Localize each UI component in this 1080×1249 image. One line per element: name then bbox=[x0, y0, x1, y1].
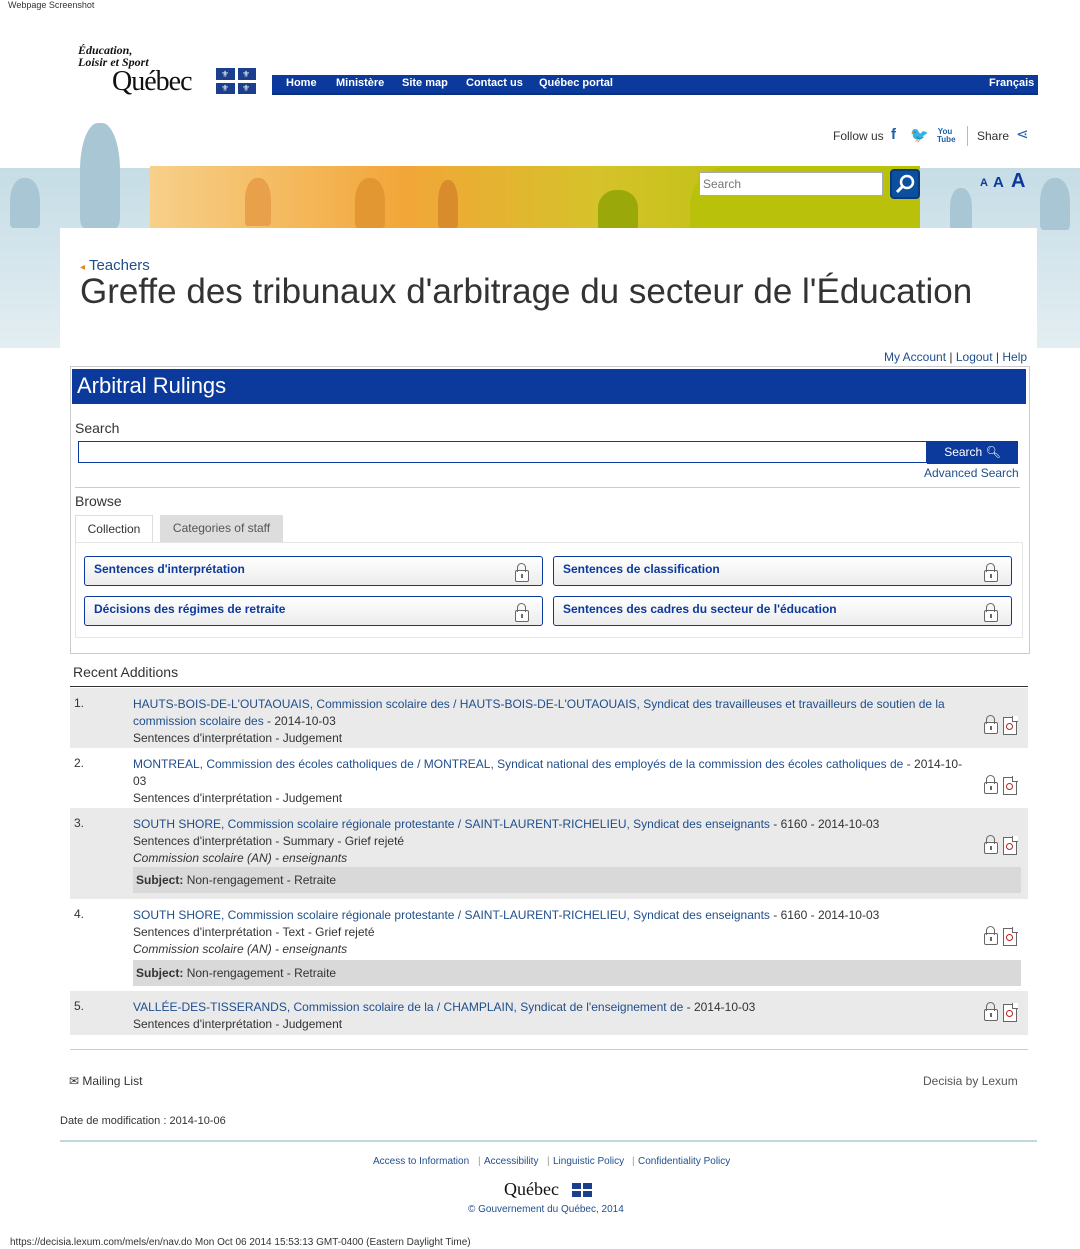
footer-access-info[interactable]: Access to Information bbox=[373, 1156, 470, 1167]
rulings-search-input[interactable] bbox=[78, 441, 927, 463]
collection-label: Décisions des régimes de retraite bbox=[94, 602, 286, 616]
pdf-icon[interactable] bbox=[1003, 837, 1017, 855]
person-silhouette-icon bbox=[10, 178, 40, 228]
lock-icon bbox=[515, 610, 529, 622]
table-row bbox=[70, 748, 1028, 808]
share-label[interactable]: Share bbox=[977, 129, 1010, 143]
decision-link[interactable]: HAUTS-BOIS-DE-L'OUTAOUAIS, Commission scolaire des / HAUTS-BOIS-DE-L'OUTAOUAIS, Syndicat des travailleuses et travailleurs de soutien de la commission scolaire des bbox=[133, 697, 945, 728]
collection-label: Sentences de classification bbox=[563, 562, 720, 576]
row-number: 5. bbox=[74, 999, 85, 1013]
ministry-logo-text[interactable] bbox=[78, 44, 149, 68]
subject-label: Subject: bbox=[136, 966, 184, 980]
text-size-medium[interactable]: A bbox=[993, 174, 1004, 191]
rulings-search-button[interactable] bbox=[927, 441, 1018, 464]
person-silhouette-icon-3 bbox=[1040, 178, 1070, 230]
pdf-icon[interactable] bbox=[1003, 777, 1017, 795]
decision-type: Sentences d'interprétation - Summary - Grief rejeté bbox=[133, 834, 405, 848]
lock-icon[interactable] bbox=[984, 933, 998, 945]
collection-label: Sentences des cadres du secteur de l'éducation bbox=[563, 602, 837, 616]
nav-quebec-portal[interactable]: Québec portal bbox=[539, 77, 613, 89]
footer-pipe: | bbox=[478, 1156, 481, 1167]
site-search-button[interactable] bbox=[890, 169, 920, 199]
footer-confidentiality[interactable]: Confidentiality Policy bbox=[638, 1156, 731, 1167]
page-title: Greffe des tribunaux d'arbitrage du secteur de l'Éducation bbox=[80, 272, 973, 311]
decision-date: - 2014-10-03 bbox=[263, 714, 336, 728]
text-size-large[interactable]: A bbox=[1011, 170, 1026, 192]
decision-date: - 6160 - 2014-10-03 bbox=[769, 908, 880, 922]
decision-link[interactable]: MONTREAL, Commission des écoles catholiques de / MONTREAL, Syndicat national des employés de la commission des écoles catholiques de bbox=[133, 757, 904, 771]
nav-ministere[interactable]: Ministère bbox=[336, 77, 385, 89]
decisia-by-lexum[interactable]: Decisia by Lexum bbox=[923, 1074, 1018, 1088]
link-separator-2: | bbox=[995, 350, 1000, 364]
mailing-list-link[interactable] bbox=[69, 1074, 142, 1088]
footer-linguistic-policy[interactable]: Linguistic Policy bbox=[553, 1156, 625, 1167]
collection-regimes-retraite[interactable] bbox=[84, 596, 543, 626]
staff-category: Commission scolaire (AN) - enseignants bbox=[133, 942, 348, 956]
collection-label: Sentences d'interprétation bbox=[94, 562, 245, 576]
lock-icon[interactable] bbox=[984, 1009, 998, 1021]
account-links bbox=[884, 350, 1027, 364]
decision-type: Sentences d'interprétation - Text - Grief rejeté bbox=[133, 925, 375, 939]
decision-type: Sentences d'interprétation - Judgement bbox=[133, 731, 343, 745]
text-size-small[interactable]: A bbox=[980, 177, 988, 189]
teacher-silhouette-icon bbox=[80, 123, 120, 228]
back-arrow-icon: ◂ bbox=[80, 262, 86, 273]
my-account-link[interactable]: My Account bbox=[884, 350, 947, 364]
nav-home[interactable]: Home bbox=[286, 77, 317, 89]
envelope-icon: ✉ bbox=[69, 1074, 80, 1088]
subject-label: Subject: bbox=[136, 873, 184, 887]
decision-type: Sentences d'interprétation - Judgement bbox=[133, 791, 343, 805]
status-bar-url: https://decisia.lexum.com/mels/en/nav.do Mon Oct 06 2014 15:53:13 GMT-0400 (Eastern Daylight Time) bbox=[10, 1237, 471, 1248]
arbitral-rulings-title: Arbitral Rulings bbox=[77, 373, 227, 398]
decision-link[interactable]: SOUTH SHORE, Commission scolaire régionale protestante / SAINT-LAURENT-RICHELIEU, Syndicat des enseignants bbox=[133, 908, 770, 922]
decision-type: Sentences d'interprétation - Judgement bbox=[133, 1017, 343, 1031]
follow-us-label: Follow us bbox=[833, 129, 884, 143]
decision-date: - 2014-10-03 bbox=[133, 757, 963, 788]
footer-divider bbox=[60, 1140, 1037, 1142]
nav-site-map[interactable]: Site map bbox=[402, 77, 448, 89]
help-link[interactable]: Help bbox=[1002, 350, 1028, 364]
nav-contact-us[interactable]: Contact us bbox=[466, 77, 523, 89]
language-toggle[interactable]: Français bbox=[989, 77, 1035, 89]
divider bbox=[75, 487, 1020, 488]
copyright[interactable]: © Gouvernement du Québec, 2014 bbox=[468, 1204, 624, 1215]
logo-line-2: Loisir et Sport bbox=[78, 55, 149, 69]
graduate-silhouette-icon bbox=[355, 178, 385, 228]
table-row bbox=[70, 991, 1028, 1035]
footer-flag-icon bbox=[572, 1183, 592, 1197]
footer-accessibility[interactable]: Accessibility bbox=[484, 1156, 539, 1167]
lock-icon[interactable] bbox=[984, 782, 998, 794]
decision-date: - 2014-10-03 bbox=[683, 1000, 756, 1014]
breadcrumb-label: Teachers bbox=[88, 257, 150, 274]
subject-bar bbox=[133, 960, 1021, 986]
subject-bar bbox=[133, 867, 1021, 893]
logout-link[interactable]: Logout bbox=[955, 350, 993, 364]
table-row bbox=[70, 688, 1028, 748]
pdf-icon[interactable] bbox=[1003, 928, 1017, 946]
search-icon: 🔍︎ bbox=[985, 445, 1001, 459]
person-silhouette-icon-2 bbox=[950, 188, 972, 230]
decision-date: - 6160 - 2014-10-03 bbox=[769, 817, 880, 831]
search-label: Search bbox=[75, 420, 120, 436]
row-number: 4. bbox=[74, 907, 85, 921]
collection-sentences-interpretation[interactable] bbox=[84, 556, 543, 586]
mailing-list-label: Mailing List bbox=[82, 1074, 143, 1088]
collection-sentences-classification[interactable] bbox=[553, 556, 1012, 586]
lock-icon bbox=[984, 570, 998, 582]
fleurdelise-flag-icon: ⚜ ⚜ ⚜ ⚜ bbox=[216, 68, 256, 94]
footer-pipe: | bbox=[547, 1156, 550, 1167]
row-number: 1. bbox=[74, 696, 85, 710]
recent-additions-title: Recent Additions bbox=[73, 664, 179, 680]
footer-quebec-wordmark[interactable]: Québec bbox=[504, 1179, 559, 1199]
site-search-input[interactable] bbox=[699, 172, 883, 196]
lock-icon bbox=[984, 610, 998, 622]
lock-icon[interactable] bbox=[984, 842, 998, 854]
search-button-label: Search bbox=[944, 445, 983, 459]
screenshot-label: Webpage Screenshot bbox=[8, 0, 95, 10]
student-silhouette-icon bbox=[245, 178, 271, 226]
logo-line-1: Éducation, bbox=[78, 43, 133, 57]
pdf-icon[interactable] bbox=[1003, 1004, 1017, 1022]
advanced-search-link[interactable]: Advanced Search bbox=[924, 466, 1019, 480]
tab-collection[interactable]: Collection bbox=[75, 515, 153, 542]
magnifier-icon bbox=[892, 171, 918, 197]
share-icon[interactable]: ⋖ bbox=[1016, 126, 1029, 143]
quebec-wordmark[interactable]: Québec bbox=[112, 66, 192, 97]
staff-category: Commission scolaire (AN) - enseignants bbox=[133, 851, 348, 865]
twitter-icon[interactable]: 🐦 bbox=[910, 127, 929, 144]
student-silhouette-icon-2 bbox=[438, 180, 458, 228]
table-row bbox=[70, 808, 1028, 899]
browse-label: Browse bbox=[75, 493, 122, 509]
subject-value: Non-rengagement - Retraite bbox=[186, 966, 337, 980]
table-row bbox=[70, 899, 1028, 991]
tab-categories-of-staff[interactable]: Categories of staff bbox=[160, 515, 283, 542]
lock-icon bbox=[515, 570, 529, 582]
footer-pipe: | bbox=[632, 1156, 635, 1167]
lock-icon[interactable] bbox=[984, 722, 998, 734]
row-number: 3. bbox=[74, 816, 85, 830]
decision-link[interactable]: VALLÉE-DES-TISSERANDS, Commission scolaire de la / CHAMPLAIN, Syndicat de l'enseignement de bbox=[133, 1000, 684, 1014]
date-modified: Date de modification : 2014-10-06 bbox=[60, 1115, 226, 1127]
pdf-icon[interactable] bbox=[1003, 717, 1017, 735]
main-navigation bbox=[272, 75, 1038, 95]
subject-value: Non-rengagement - Retraite bbox=[186, 873, 337, 887]
decision-link[interactable]: SOUTH SHORE, Commission scolaire régionale protestante / SAINT-LAURENT-RICHELIEU, Syndicat des enseignants bbox=[133, 817, 770, 831]
social-separator bbox=[967, 126, 968, 146]
divider bbox=[70, 1049, 1028, 1050]
cyclist-silhouette-icon bbox=[598, 190, 638, 230]
row-number: 2. bbox=[74, 756, 85, 770]
youtube-icon[interactable]: You Tube bbox=[937, 127, 956, 144]
collection-cadres-education[interactable] bbox=[553, 596, 1012, 626]
divider bbox=[70, 686, 1028, 687]
link-separator: | bbox=[949, 350, 953, 364]
facebook-icon[interactable]: f bbox=[891, 126, 896, 143]
